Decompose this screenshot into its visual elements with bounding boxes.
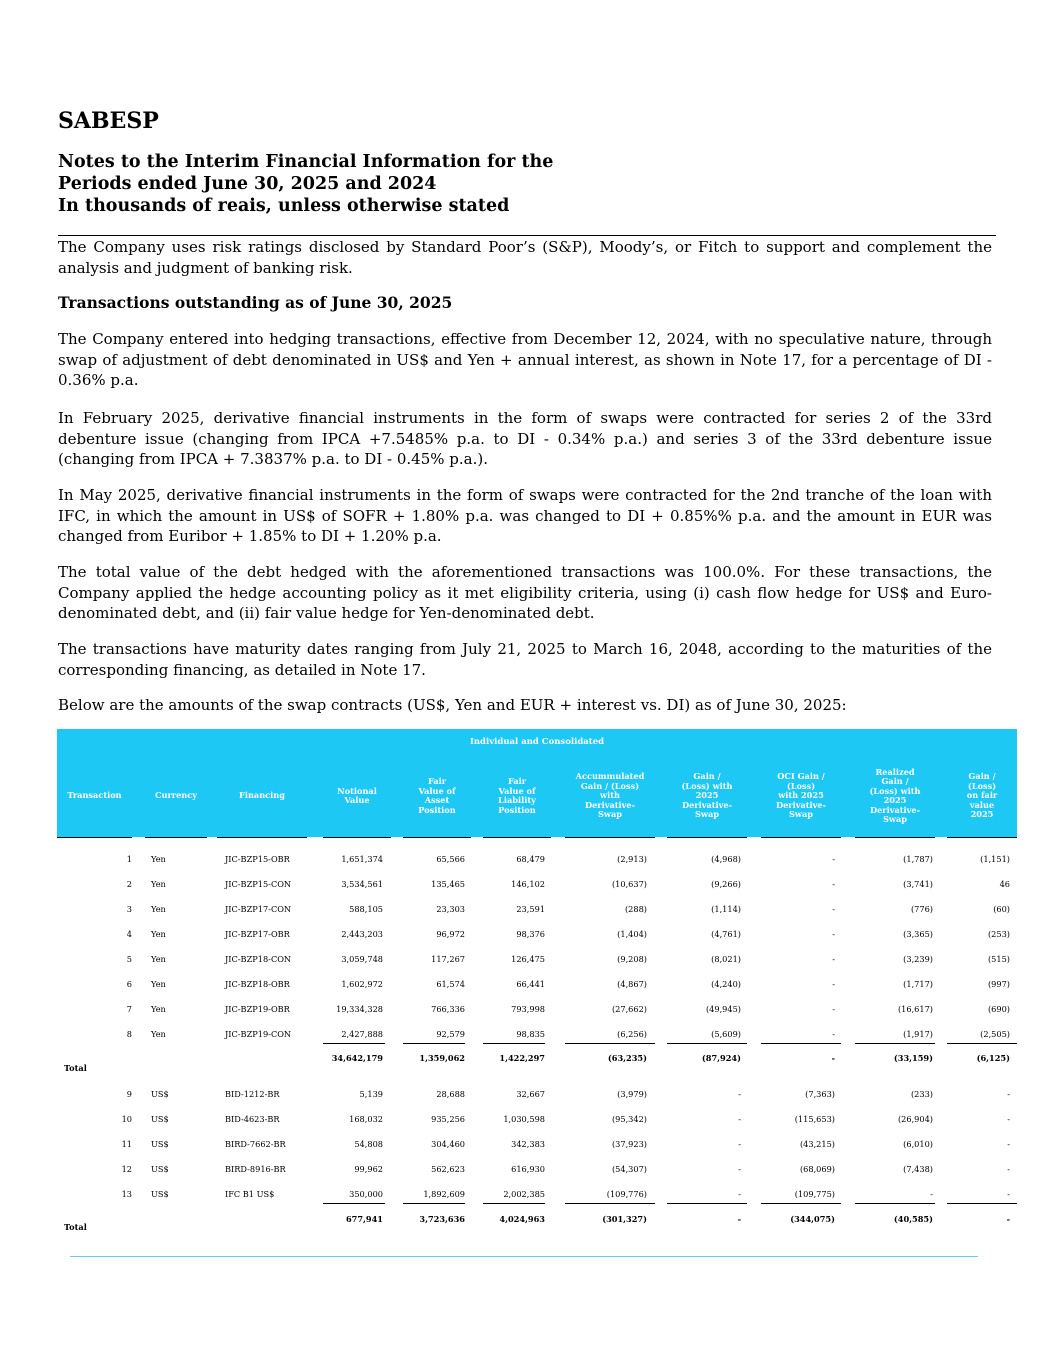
header-col-oci-gain: OCI Gain / (Loss) with 2025 Derivative-Swap [775,771,827,820]
cell-col-notional: 677,941 [345,1214,383,1224]
cell-col-oci-gain: - [832,979,835,989]
cell-col-fair-asset: 1,359,062 [419,1053,465,1063]
table-row [57,1189,1017,1203]
cell-col-notional: 588,105 [349,904,383,914]
header-rule [323,837,391,838]
total-row [57,1053,1017,1067]
cell-col-oci-gain: (109,775) [794,1189,835,1199]
cell-col-financing: JIC-BZP19-OBR [225,1004,290,1014]
header-col-gain-2025: Gain / (Loss) with 2025 Derivative-Swap [681,771,733,820]
cell-col-currency: US$ [151,1189,169,1199]
cell-col-fv-gain: - [1007,1164,1010,1174]
cell-col-oci-gain: - [832,854,835,864]
cell-col-accum-gain: (63,235) [607,1053,647,1063]
cell-col-oci-gain: - [832,904,835,914]
cell-col-transaction: 1 [126,854,132,864]
total-row [57,1214,1017,1228]
subtotal-rule [565,1203,655,1204]
table-row [57,929,1017,943]
cell-col-fair-asset: 23,303 [436,904,465,914]
cell-col-currency: Yen [151,854,166,864]
cell-col-financing: BIRD-8916-BR [225,1164,286,1174]
cell-col-gain-2025: (9,266) [711,879,741,889]
cell-col-financing: JIC-BZP15-CON [225,879,292,889]
cell-col-fair-liability: 98,835 [516,1029,545,1039]
section-heading: Transactions outstanding as of June 30, 2025 [58,293,453,312]
cell-col-realized-gain: (1,717) [903,979,933,989]
cell-col-gain-2025: (4,240) [711,979,741,989]
document-title [58,151,553,217]
cell-col-oci-gain: (68,069) [799,1164,835,1174]
cell-col-currency: US$ [151,1139,169,1149]
cell-col-transaction: 4 [126,929,132,939]
cell-col-accum-gain: (9,208) [617,954,647,964]
subtotal-rule [323,1203,385,1204]
cell-col-fair-liability: 126,475 [511,954,545,964]
total-label: Total [64,1063,87,1073]
cell-col-currency: Yen [151,904,166,914]
cell-col-fair-asset: 117,267 [431,954,465,964]
cell-col-financing: JIC-BZP18-OBR [225,979,290,989]
cell-col-realized-gain: (40,585) [893,1214,933,1224]
footer-divider [70,1256,978,1257]
cell-col-financing: JIC-BZP18-CON [225,954,292,964]
cell-col-notional: 3,534,561 [341,879,383,889]
cell-col-accum-gain: (54,307) [611,1164,647,1174]
paragraph-maturity: The transactions have maturity dates ranging from July 21, 2025 to March 16, 2048, according to the maturities of the corresponding financing, as detailed in Note 17. [58,640,992,679]
cell-col-financing: IFC B1 US$ [225,1189,275,1199]
cell-col-accum-gain: (6,256) [617,1029,647,1039]
cell-col-fair-liability: 146,102 [511,879,545,889]
cell-col-oci-gain: (7,363) [805,1089,835,1099]
header-col-fv-gain: Gain / (Loss) on fair value 2025 [966,771,998,820]
cell-col-fv-gain: - [1006,1214,1010,1224]
total-label: Total [64,1222,87,1232]
cell-col-fair-asset: 28,688 [436,1089,465,1099]
title-line-1: Notes to the Interim Financial Information for the [58,152,554,172]
cell-col-gain-2025: - [738,1189,741,1199]
table-row [57,1089,1017,1103]
cell-col-accum-gain: (288) [624,904,647,914]
cell-col-oci-gain: - [832,1004,835,1014]
cell-col-realized-gain: (16,617) [897,1004,933,1014]
table-row [57,954,1017,968]
cell-col-financing: JIC-BZP17-CON [225,904,292,914]
cell-col-transaction: 12 [121,1164,132,1174]
cell-col-currency: Yen [151,954,166,964]
cell-col-notional: 99,962 [354,1164,383,1174]
cell-col-fv-gain: - [1007,1139,1010,1149]
subtotal-rule [855,1043,935,1044]
cell-col-accum-gain: (109,776) [606,1189,647,1199]
cell-col-notional: 1,602,972 [341,979,383,989]
cell-col-fair-liability: 1,030,598 [503,1114,545,1124]
cell-col-gain-2025: - [738,1114,741,1124]
cell-col-gain-2025: (8,021) [711,954,741,964]
title-line-2: Periods ended June 30, 2025 and 2024 [58,174,437,194]
cell-col-oci-gain: (344,075) [790,1214,835,1224]
cell-col-gain-2025: - [738,1164,741,1174]
company-name: SABESP [58,108,159,134]
cell-col-realized-gain: (1,787) [903,854,933,864]
cell-col-gain-2025: (87,924) [701,1053,741,1063]
cell-col-notional: 5,139 [359,1089,383,1099]
header-col-currency: Currency [154,790,197,801]
cell-col-oci-gain: (115,653) [794,1114,835,1124]
paragraph-hedge-policy: The total value of the debt hedged with the aforementioned transactions was 100.0%. For these transactions, the Company applied the hedge accounting policy as it met eligibility criteria, using (i) cash flow hedge for US$ and Euro-denominated debt, and (ii) fair value hedge for Yen-denominated debt. [58,563,992,622]
cell-col-oci-gain: - [832,1029,835,1039]
cell-col-transaction: 9 [126,1089,132,1099]
header-rule [667,837,747,838]
cell-col-realized-gain: (3,741) [903,879,933,889]
header-divider [58,235,996,236]
cell-col-fair-liability: 68,479 [516,854,545,864]
paragraph-risk-ratings: The Company uses risk ratings disclosed by Standard Poor’s (S&P), Moody’s, or Fitch to support and complement the analysis and judgment of banking risk. [58,238,992,277]
cell-col-fv-gain: (690) [987,1004,1010,1014]
cell-col-fair-liability: 2,002,385 [503,1189,545,1199]
cell-col-financing: JIC-BZP17-OBR [225,929,290,939]
cell-col-currency: Yen [151,979,166,989]
cell-col-fair-liability: 66,441 [516,979,545,989]
cell-col-oci-gain: (43,215) [799,1139,835,1149]
table-row [57,879,1017,893]
header-rule [217,837,307,838]
cell-col-gain-2025: - [737,1214,741,1224]
cell-col-realized-gain: (776) [910,904,933,914]
table-row [57,1164,1017,1178]
cell-col-fair-liability: 4,024,963 [499,1214,545,1224]
subtotal-rule [761,1203,841,1204]
cell-col-accum-gain: (95,342) [611,1114,647,1124]
subtotal-rule [947,1203,1017,1204]
cell-col-fair-liability: 342,383 [511,1139,545,1149]
cell-col-fair-asset: 562,623 [431,1164,465,1174]
cell-col-transaction: 13 [121,1189,132,1199]
cell-col-gain-2025: - [738,1089,741,1099]
cell-col-transaction: 3 [126,904,132,914]
cell-col-realized-gain: (26,904) [897,1114,933,1124]
cell-col-fv-gain: (515) [987,954,1010,964]
cell-col-fv-gain: - [1007,1189,1010,1199]
cell-col-oci-gain: - [832,929,835,939]
cell-col-fv-gain: - [1007,1114,1010,1124]
header-rule [761,837,841,838]
cell-col-fair-liability: 616,930 [511,1164,545,1174]
cell-col-fv-gain: (6,125) [976,1053,1010,1063]
cell-col-fair-asset: 3,723,636 [419,1214,465,1224]
cell-col-realized-gain: (1,917) [903,1029,933,1039]
header-col-accum-gain: Accummulated Gain / (Loss) with Derivative-Swap [575,771,645,820]
paragraph-february: In February 2025, derivative financial instruments in the form of swaps were contracted for series 2 of the 33rd debenture issue (changing from IPCA +7.5485% p.a. to DI - 0.34% p.a.) and series 3 of the 33rd debenture issue (changing from IPCA + 7.3837% p.a. to DI - 0.45% p.a.). [58,409,992,468]
cell-col-oci-gain: - [832,879,835,889]
table-row [57,1139,1017,1153]
table-row [57,854,1017,868]
cell-col-transaction: 11 [121,1139,132,1149]
cell-col-gain-2025: - [738,1139,741,1149]
header-col-realized-gain: Realized Gain / (Loss) with 2025 Derivative-Swap [869,766,921,824]
cell-col-currency: US$ [151,1089,169,1099]
cell-col-accum-gain: (10,637) [611,879,647,889]
cell-col-currency: US$ [151,1114,169,1124]
table-row [57,979,1017,993]
cell-col-fair-liability: 23,591 [516,904,545,914]
table-banner: Individual and Consolidated [57,729,1017,755]
subtotal-rule [403,1203,465,1204]
cell-col-transaction: 10 [121,1114,132,1124]
header-rule [57,837,132,838]
cell-col-gain-2025: (49,945) [705,1004,741,1014]
cell-col-gain-2025: (4,761) [711,929,741,939]
cell-col-gain-2025: (1,114) [711,904,741,914]
cell-col-currency: US$ [151,1164,169,1174]
table-row [57,1029,1017,1043]
cell-col-currency: Yen [151,929,166,939]
cell-col-accum-gain: (27,662) [611,1004,647,1014]
cell-col-financing: BIRD-7662-BR [225,1139,286,1149]
cell-col-currency: Yen [151,1004,166,1014]
cell-col-notional: 2,427,888 [341,1029,383,1039]
cell-col-fv-gain: (1,151) [980,854,1010,864]
header-col-financing: Financing [239,790,285,801]
cell-col-notional: 54,808 [354,1139,383,1149]
cell-col-realized-gain: - [930,1189,933,1199]
cell-col-notional: 2,443,203 [341,929,383,939]
cell-col-realized-gain: (3,239) [903,954,933,964]
cell-col-financing: JIC-BZP15-OBR [225,854,290,864]
header-rule [145,837,207,838]
paragraph-table-intro: Below are the amounts of the swap contracts (US$, Yen and EUR + interest vs. DI) as of June 30, 2025: [58,696,847,714]
cell-col-transaction: 7 [126,1004,132,1014]
paragraph-may: In May 2025, derivative financial instruments in the form of swaps were contracted for the 2nd tranche of the loan with IFC, in which the amount in US$ of SOFR + 1.80% p.a. was changed to DI + 0.85%% p.a. and the amount in EUR was changed from Euribor + 1.85% to DI + 1.20% p.a. [58,486,992,545]
subtotal-rule [667,1203,747,1204]
cell-col-financing: BID-4623-BR [225,1114,280,1124]
cell-col-realized-gain: (33,159) [893,1053,933,1063]
cell-col-realized-gain: (6,010) [903,1139,933,1149]
header-rule [855,837,935,838]
cell-col-gain-2025: (4,968) [711,854,741,864]
cell-col-notional: 19,334,328 [336,1004,383,1014]
cell-col-fair-asset: 92,579 [436,1029,465,1039]
table-row [57,1004,1017,1018]
cell-col-notional: 34,642,179 [331,1053,383,1063]
cell-col-fair-liability: 98,376 [516,929,545,939]
cell-col-fair-liability: 1,422,297 [499,1053,545,1063]
cell-col-fv-gain: - [1007,1089,1010,1099]
cell-col-fv-gain: (997) [987,979,1010,989]
header-rule [403,837,471,838]
cell-col-fair-liability: 32,667 [516,1089,545,1099]
cell-col-accum-gain: (1,404) [617,929,647,939]
header-rule [947,837,1017,838]
header-col-transaction: Transaction [67,790,122,801]
paragraph-hedging: The Company entered into hedging transactions, effective from December 12, 2024, with no speculative nature, through swap of adjustment of debt denominated in US$ and Yen + annual interest, as shown in Note 17, for a percentage of DI - 0.36% p.a. [58,330,992,389]
cell-col-currency: Yen [151,1029,166,1039]
cell-col-realized-gain: (3,365) [903,929,933,939]
cell-col-fair-asset: 766,336 [431,1004,465,1014]
cell-col-transaction: 5 [126,954,132,964]
header-col-notional: Notional Value [337,785,377,805]
cell-col-fv-gain: (60) [993,904,1010,914]
cell-col-fair-asset: 304,460 [431,1139,465,1149]
subtotal-rule [565,1043,655,1044]
cell-col-fair-asset: 1,892,609 [423,1189,465,1199]
cell-col-financing: BID-1212-BR [225,1089,280,1099]
cell-col-notional: 350,000 [349,1189,383,1199]
cell-col-currency: Yen [151,879,166,889]
swap-contracts-table [57,729,1017,1232]
cell-col-fair-asset: 61,574 [436,979,465,989]
cell-col-notional: 3,059,748 [341,954,383,964]
cell-col-fair-asset: 935,256 [431,1114,465,1124]
subtotal-rule [947,1043,1017,1044]
cell-col-transaction: 2 [126,879,132,889]
cell-col-accum-gain: (2,913) [617,854,647,864]
cell-col-fv-gain: (2,505) [980,1029,1010,1039]
subtotal-rule [761,1043,841,1044]
cell-col-fair-liability: 793,998 [511,1004,545,1014]
cell-col-fair-asset: 135,465 [431,879,465,889]
subtotal-rule [855,1203,935,1204]
table-row [57,1114,1017,1128]
cell-col-accum-gain: (37,923) [611,1139,647,1149]
subtotal-rule [483,1203,545,1204]
cell-col-transaction: 8 [126,1029,132,1039]
cell-col-realized-gain: (7,438) [903,1164,933,1174]
table-header-row [57,755,1017,837]
cell-col-accum-gain: (4,867) [617,979,647,989]
cell-col-gain-2025: (5,609) [711,1029,741,1039]
header-col-fair-liability: Fair Value of Liability Position [498,776,536,815]
cell-col-oci-gain: - [832,954,835,964]
cell-col-financing: JIC-BZP19-CON [225,1029,292,1039]
cell-col-fair-asset: 96,972 [436,929,465,939]
header-rule [483,837,551,838]
cell-col-fv-gain: (253) [987,929,1010,939]
table-row [57,904,1017,918]
subtotal-rule [403,1043,465,1044]
cell-col-notional: 1,651,374 [341,854,383,864]
cell-col-realized-gain: (233) [910,1089,933,1099]
cell-col-accum-gain: (301,327) [602,1214,647,1224]
cell-col-oci-gain: - [831,1053,835,1063]
header-col-fair-asset: Fair Value of Asset Position [418,776,456,815]
subtotal-rule [323,1043,385,1044]
title-line-3: In thousands of reais, unless otherwise stated [58,196,510,216]
subtotal-rule [483,1043,545,1044]
cell-col-fv-gain: 46 [999,879,1010,889]
subtotal-rule [667,1043,747,1044]
cell-col-notional: 168,032 [349,1114,383,1124]
header-rule [565,837,655,838]
cell-col-fair-asset: 65,566 [436,854,465,864]
cell-col-accum-gain: (3,979) [617,1089,647,1099]
cell-col-transaction: 6 [126,979,132,989]
